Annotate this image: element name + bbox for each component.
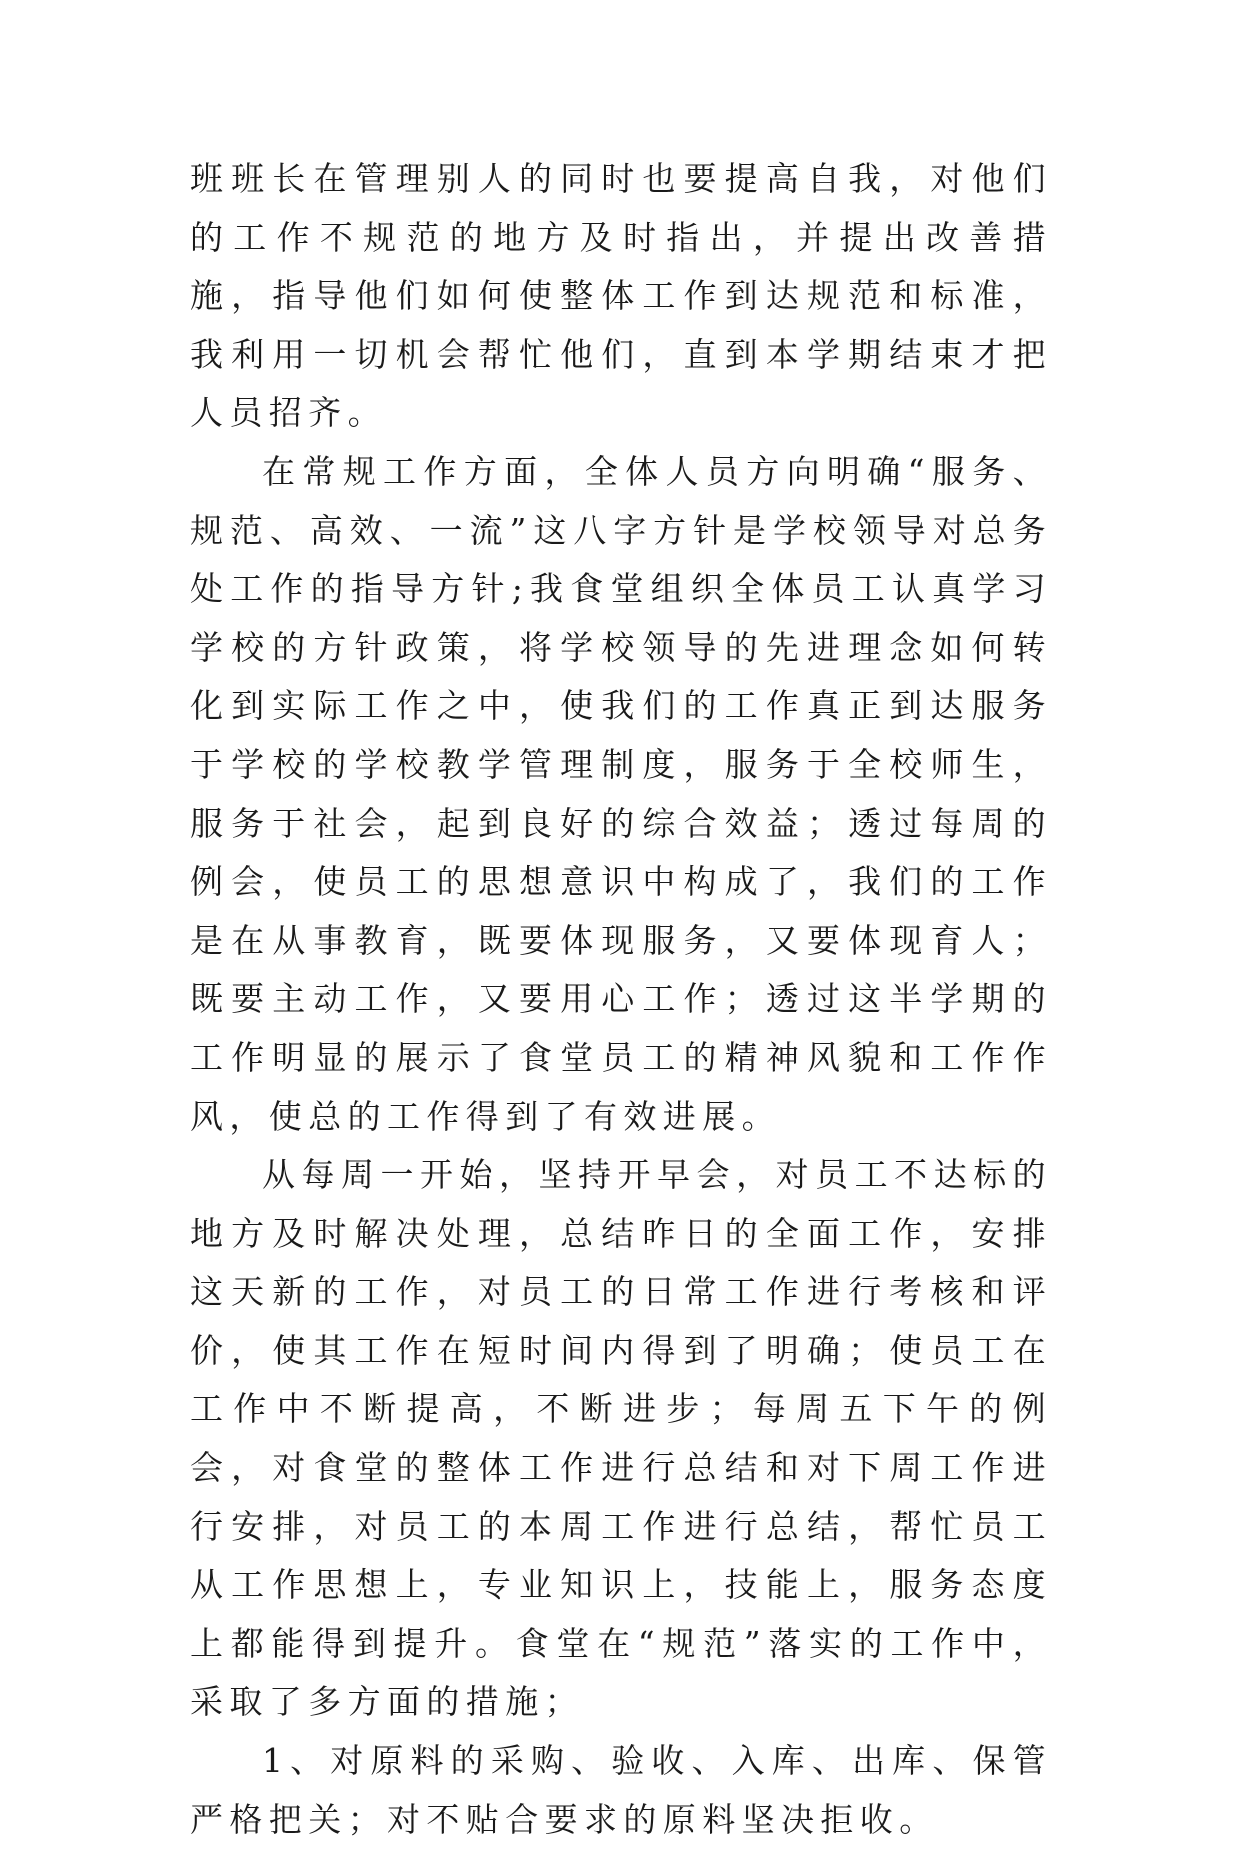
document-body	[190, 150, 1052, 1849]
paragraph-3: 从每周一开始，坚持开早会，对员工不达标的地方及时解决处理，总结昨日的全面工作，安排这天新的工作，对员工的日常工作进行考核和评价，使其工作在短时间内得到了明确；使员工在工作中不断提高，不断进步；每周五下午的例会，对食堂的整体工作进行总结和对下周工作进行安排，对员工的本周工作进行总结，帮忙员工从工作思想上，专业知识上，技能上，服务态度上都能得到提升。食堂在“规范”落实的工作中，采取了多方面的措施；	[190, 1155, 1052, 1722]
paragraph-2: 在常规工作方面，全体人员方向明确“服务、规范、高效、一流”这八字方针是学校领导对总务处工作的指导方针;我食堂组织全体员工认真学习学校的方针政策，将学校领导的先进理念如何转化到实际工作之中，使我们的工作真正到达服务于学校的学校教学管理制度，服务于全校师生，服务于社会，起到良好的综合效益；透过每周的例会，使员工的思想意识中构成了，我们的工作是在从事教育，既要体现服务，又要体现育人；既要主动工作，又要用心工作；透过这半学期的工作明显的展示了食堂员工的精神风貌和工作作风，使总的工作得到了有效进展。	[190, 451, 1052, 1136]
paragraph-4: 1、对原料的采购、验收、入库、出库、保管严格把关；对不贴合要求的原料坚决拒收。	[190, 1741, 1052, 1839]
paragraph-1: 班班长在管理别人的同时也要提高自我，对他们的工作不规范的地方及时指出，并提出改善措施，指导他们如何使整体工作到达规范和标准，我利用一切机会帮忙他们，直到本学期结束才把人员招齐。	[190, 159, 1052, 433]
